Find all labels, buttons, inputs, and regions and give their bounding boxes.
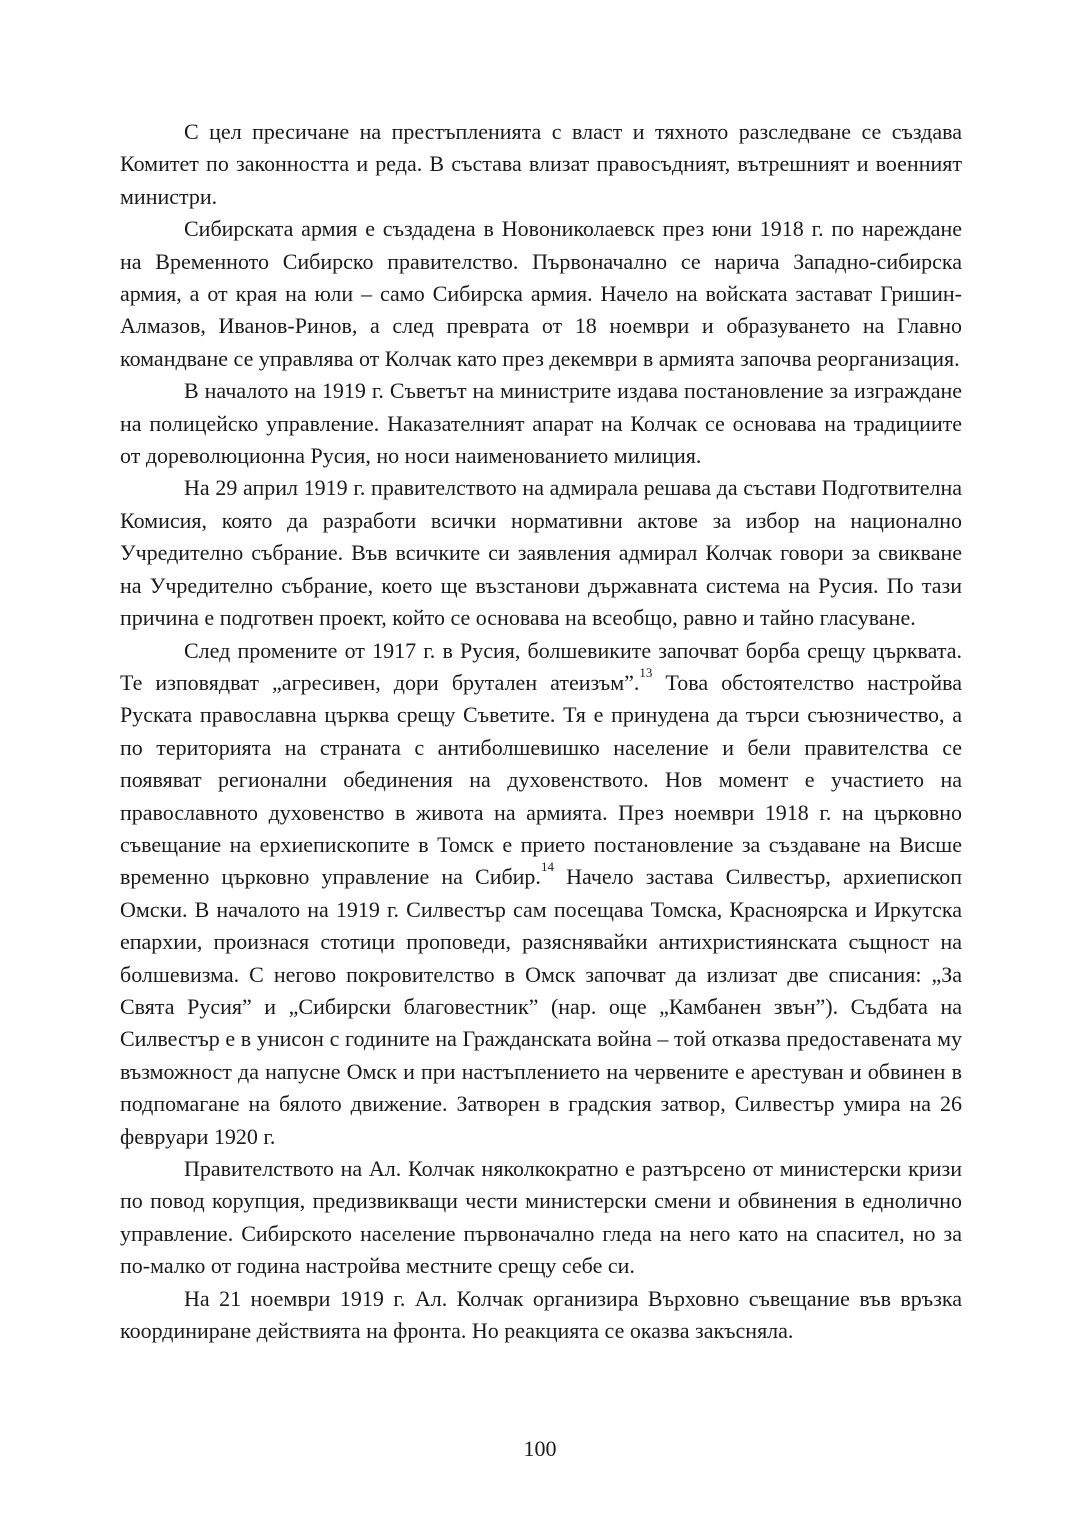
paragraph-4 — [120, 472, 962, 634]
page-number: 100 — [523, 1436, 557, 1461]
paragraph-text: След промените от 1917 г. в Русия, болшевиките започват борба срещу църквата. Те изповядват „агресивен, дори брутален атеизъм”. — [120, 637, 962, 695]
paragraph-5 — [120, 635, 962, 1154]
paragraph-1 — [120, 116, 962, 213]
paragraph-text: С цел пресичане на престъпленията с власт и тяхното разследване се създава Комитет по законността и реда. В състава влизат правосъдният, вътрешният и военният министри. — [120, 119, 962, 209]
paragraph-7 — [120, 1283, 962, 1348]
paragraph-text: На 29 април 1919 г. правителството на адмирала решава да състави Подготвителна Комисия, която да разработи всички нормативни актове за избор на национално Учредително събрание. Във всичките си заявления адмирал Колчак говори за свикване на Учредително събрание, което ще възстанови държавната система на Русия. По тази причина е подготвен проект, който се основава на всеобщо, равно и тайно гласуване. — [120, 475, 962, 631]
paragraph-text: Правителството на Ал. Колчак няколкократно е разтърсено от министерски кризи по повод корупция, предизвикващи чести министерски смени и обвинения в еднолично управление. Сибирското население първоначално гледа на него като на спасител, но за по-малко от година настройва местните срещу себе си. — [120, 1156, 962, 1279]
footnote-marker-13: 13 — [639, 664, 653, 680]
paragraph-text: Сибирската армия е създадена в Новониколаевск през юни 1918 г. по нареждане на Временното Сибирско правителство. Първоначално се нарича Западно-сибирска армия, а от края на юли – само Сибирска армия. Начело на войската застават Гришин-Алмазов, Иванов-Ринов, а след преврата от 18 ноември и образуването на Главно командване се управлява от Колчак като през декември в армията започва реорганизация. — [120, 216, 962, 371]
paragraph-text: Това обстоятелство настройва Руската православна църква срещу Съветите. Тя е принудена да търси съюзничество, а по територията на страната с антиболшевишко население и бели правителства се появяват регионални обединения на духовенството. Нов момент е участието на православното духовенство в живота на армията. През ноември 1918 г. на църковно съвещание на ерхиепископите в Томск е прието постановление за създаване на Висше временно църковно управление на Сибир. — [120, 669, 962, 890]
document-body — [120, 116, 962, 1347]
paragraph-6 — [120, 1153, 962, 1283]
footnote-marker-14: 14 — [540, 859, 554, 875]
paragraph-text: На 21 ноември 1919 г. Ал. Колчак организира Върховно съвещание във връзка координиране действията на фронта. Но реакцията се оказва закъсняла. — [120, 1285, 962, 1344]
paragraph-text: В началото на 1919 г. Съветът на министрите издава постановление за изграждане на полицейско управление. Наказателният апарат на Колчак се основава на традициите от дореволюционна Русия, но носи наименованието милиция. — [120, 378, 962, 469]
paragraph-3 — [120, 375, 962, 472]
paragraph-text: Начело застава Силвестър, архиепископ Омски. В началото на 1919 г. Силвестър сам посещава Томска, Красноярска и Иркутска епархии, произнася стотици проповеди, разяснявайки антихристиянската същност на болшевизма. С негово покровителство в Омск започват да излизат две списания: „За Свята Русия” и „Сибирски благовестник” (нар. още „Камбанен звън”). Съдбата на Силвестър е в унисон с годините на Гражданската война – той отказва предоставената му възможност да напусне Омск и при настъплението на червените е арестуван и обвинен в подпомагане на бялото движение. Затворен в градския затвор, Силвестър умира на 26 февруари 1920 г. — [120, 864, 962, 1149]
paragraph-2 — [120, 213, 962, 375]
